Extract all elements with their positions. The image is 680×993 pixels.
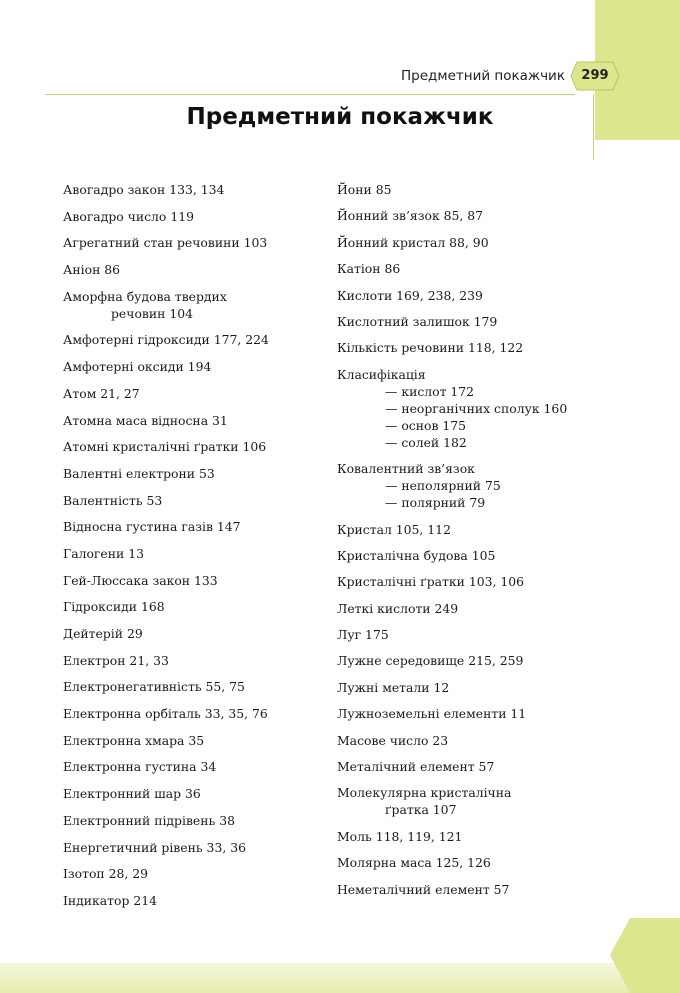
index-entry: Луг 175 — [337, 627, 389, 643]
index-entry: Неметалічний елемент 57 — [337, 881, 510, 897]
index-entry: Молярна маса 125, 126 — [337, 855, 491, 871]
index-entry: Масове число 23 — [337, 732, 449, 748]
index-entry: Атом 21, 27 — [63, 385, 140, 401]
index-entry: Кислотний залишок 179 — [337, 313, 498, 329]
index-entry: Йонний кристал 88, 90 — [337, 234, 489, 250]
footer-hexagon-icon — [610, 918, 680, 993]
index-column-left — [63, 181, 333, 919]
running-title: Предметний покажчик — [401, 68, 565, 84]
index-subentry: — неорганічних сполук 160 — [385, 400, 568, 416]
index-entry: Катіон 86 — [337, 261, 401, 277]
index-entry: Кристалічна будова 105 — [337, 547, 496, 563]
index-subentry: — основ 175 — [385, 417, 467, 433]
index-subentry: — полярний 79 — [385, 495, 486, 511]
header-rule — [45, 94, 575, 95]
index-entry: Дейтерій 29 — [63, 626, 143, 641]
index-entry: Авогадро число 119 — [63, 208, 194, 224]
index-subentry: — кислот 172 — [385, 383, 475, 399]
index-entry: Атомні кристалічні ґратки 106 — [63, 439, 267, 455]
index-entry: Валентність 53 — [63, 492, 163, 508]
index-entry: Аморфна будова твердих речовин 104 — [63, 288, 227, 321]
index-entry: Атомна маса відносна 31 — [63, 412, 228, 428]
index-entry: Електронний шар 36 — [63, 786, 201, 802]
index-entry: Відносна густина газів 147 — [63, 519, 241, 535]
index-entry: Моль 118, 119, 121 — [337, 828, 463, 844]
index-entry: Лужні метали 12 — [337, 679, 450, 695]
index-entry: Лужноземельні елементи 11 — [337, 706, 527, 722]
index-entry: Кислоти 169, 238, 239 — [337, 287, 483, 303]
index-entry: Валентні електрони 53 — [63, 465, 215, 481]
index-entry: Електронегативність 55, 75 — [63, 679, 245, 695]
index-entry: Аніон 86 — [63, 262, 121, 278]
index-entry: Електронна орбіталь 33, 35, 76 — [63, 706, 268, 722]
index-entry: Кристал 105, 112 — [337, 521, 451, 537]
index-entry: Електронна густина 34 — [63, 759, 217, 775]
index-entry: Енергетичний рівень 33, 36 — [63, 839, 246, 855]
index-entry: Агрегатний стан речовини 103 — [63, 235, 268, 251]
index-entry: Електронний підрівень 38 — [63, 812, 235, 828]
page-number-badge — [570, 61, 620, 91]
index-entry: Амфотерні гідроксиди 177, 224 — [63, 332, 269, 348]
page-number: 299 — [581, 68, 609, 83]
index-entry: Леткі кислоти 249 — [337, 600, 459, 616]
index-entry: Електрон 21, 33 — [63, 652, 169, 668]
index-entry: Гідроксиди 168 — [63, 599, 165, 615]
index-subentry: — солей 182 — [385, 434, 467, 450]
index-entry: Авогадро закон 133, 134 — [63, 182, 225, 197]
index-subentry: — неполярний 75 — [385, 478, 501, 494]
index-entry: Індикатор 214 — [63, 892, 158, 908]
index-entry: Лужне середовище 215, 259 — [337, 653, 524, 669]
index-entry: Гей-Люссака закон 133 — [63, 572, 218, 588]
index-entry: Металічний елемент 57 — [337, 759, 495, 775]
index-entry-group: Ковалентний зв’язок — неполярний 75 — полярний 79 — [337, 460, 637, 511]
index-entry-group: Класифікація — кислот 172 — неорганічних сполук 160 — основ 175 — солей 182 — [337, 366, 637, 451]
index-entry: Кількість речовини 118, 122 — [337, 340, 524, 356]
index-entry: Амфотерні оксиди 194 — [63, 359, 212, 375]
index-entry: Йонний зв’язок 85, 87 — [337, 208, 484, 224]
index-entry: Кристалічні ґратки 103, 106 — [337, 574, 524, 590]
index-column-right — [337, 181, 637, 907]
footer-band — [0, 963, 680, 993]
index-entry: Йони 85 — [337, 182, 392, 197]
page-title: Предметний покажчик — [186, 104, 494, 130]
index-entry: Галогени 13 — [63, 545, 144, 561]
index-entry: Електронна хмара 35 — [63, 732, 205, 748]
index-entry: Молекулярна кристалічна ґратка 107 — [337, 785, 512, 818]
index-entry: Ізотоп 28, 29 — [63, 866, 149, 882]
